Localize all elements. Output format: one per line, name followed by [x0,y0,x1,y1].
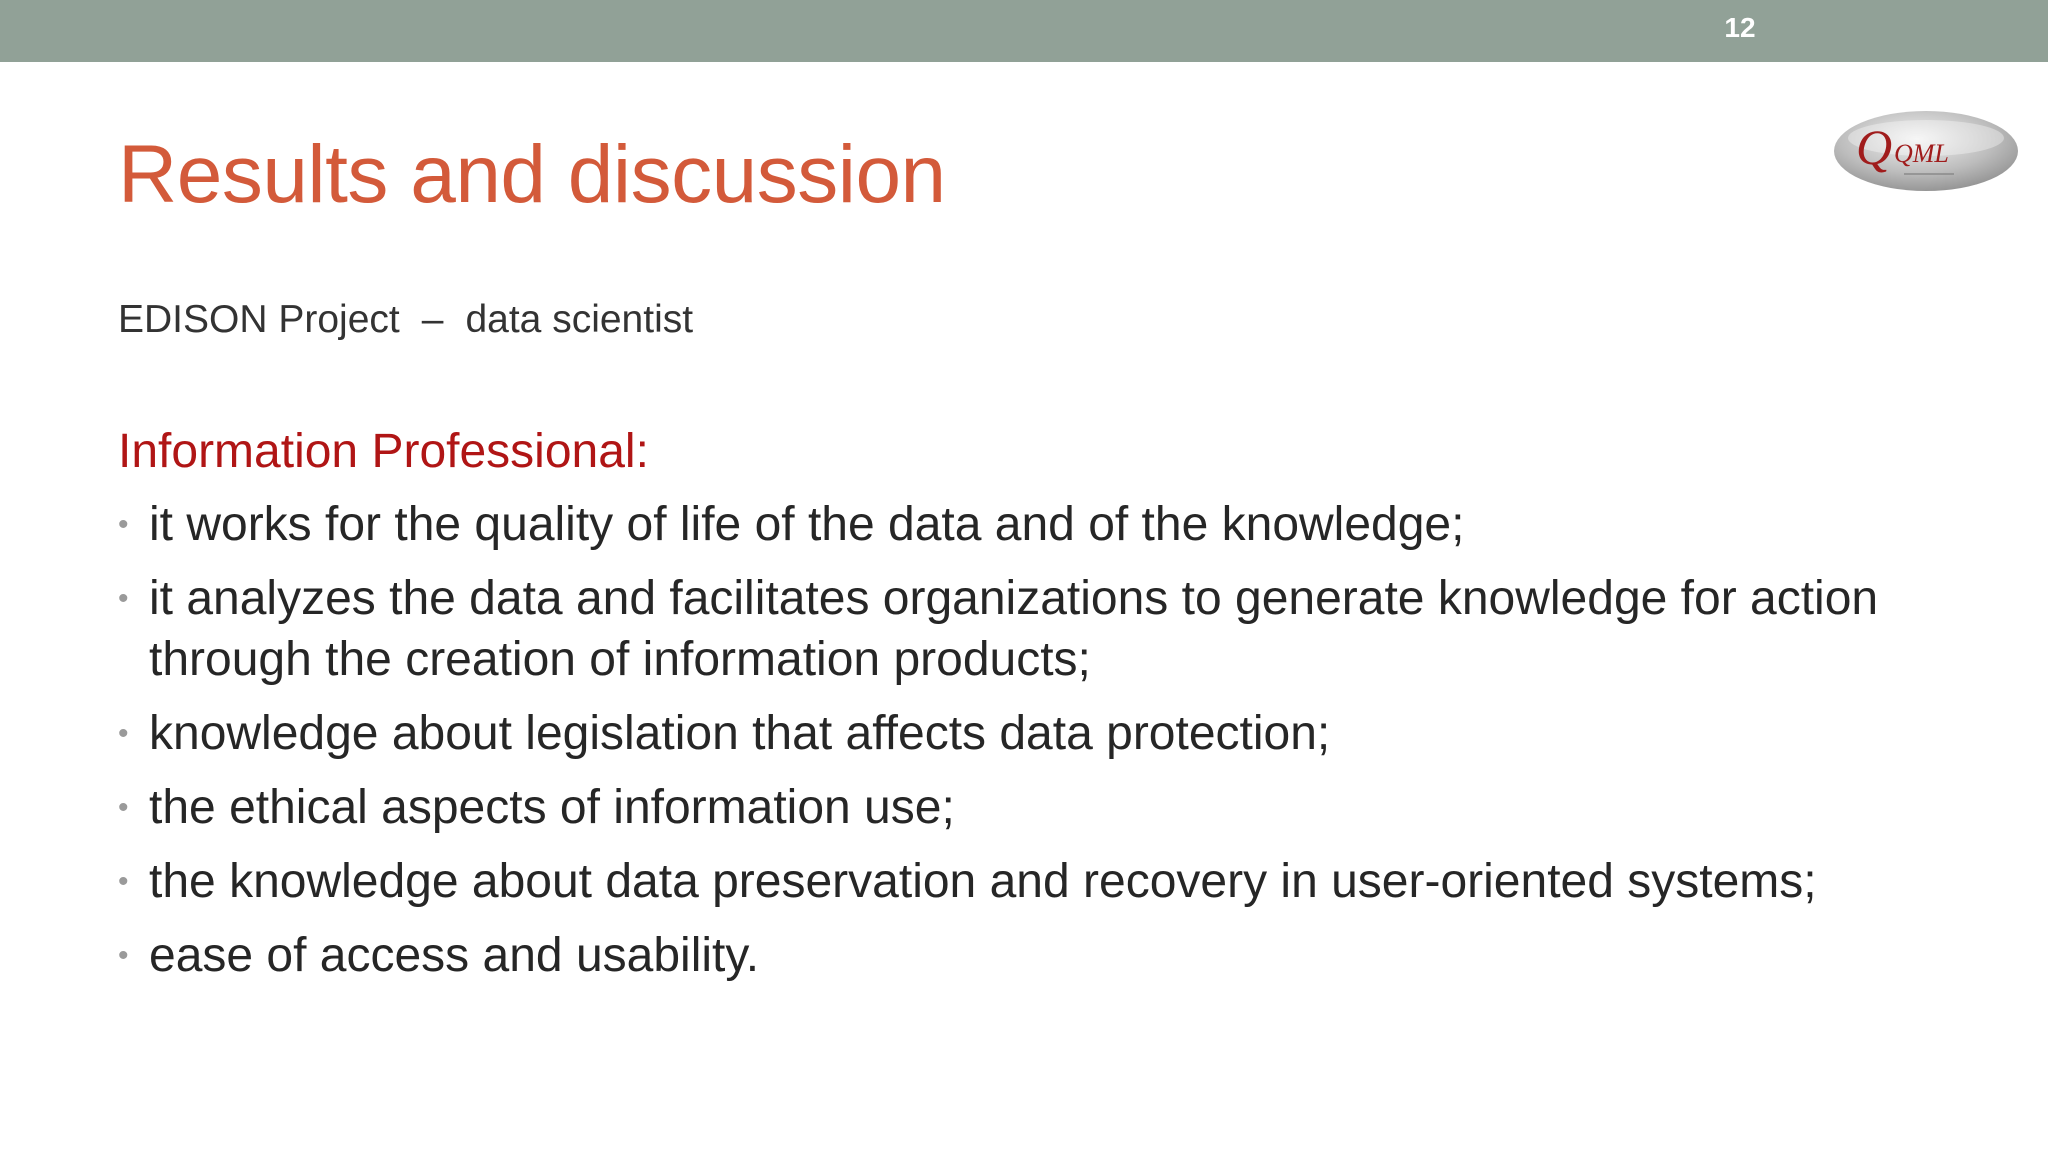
bullet-icon: • [118,791,129,824]
svg-text:Q: Q [1856,119,1893,175]
list-item-text: the ethical aspects of information use; [149,781,955,834]
list-item-text: ease of access and usability. [149,929,760,982]
list-item [118,925,1998,986]
subtitle [118,298,693,342]
subtitle-separator: – [421,298,444,341]
subtitle-role: data scientist [465,298,694,341]
svg-text:QML: QML [1894,139,1949,168]
list-item-text: knowledge about legislation that affects data protection; [149,707,1331,760]
bullet-icon: • [118,508,129,541]
list-item-text: it works for the quality of life of the data and of the knowledge; [149,498,1465,551]
list-item-text: it analyzes the data and facilitates organizations to generate knowledge for action through the creation of information products; [149,572,1879,686]
bullet-icon: • [118,582,129,615]
slide-number: 12 [1724,12,1756,43]
bullet-icon: • [118,939,129,972]
section-heading: Information Professional: [118,425,649,478]
bullet-icon: • [118,865,129,898]
list-item-text: the knowledge about data preservation and recovery in user-oriented systems; [149,855,1817,908]
qqml-logo [1832,108,2020,194]
page-title: Results and discussion [118,129,946,220]
list-item [118,851,1998,912]
bullet-icon: • [118,717,129,750]
list-item [118,494,1998,555]
list-item [118,777,1998,838]
subtitle-project: EDISON Project [118,298,400,341]
list-item [118,568,1998,690]
bullet-list [118,494,1998,999]
list-item [118,703,1998,764]
